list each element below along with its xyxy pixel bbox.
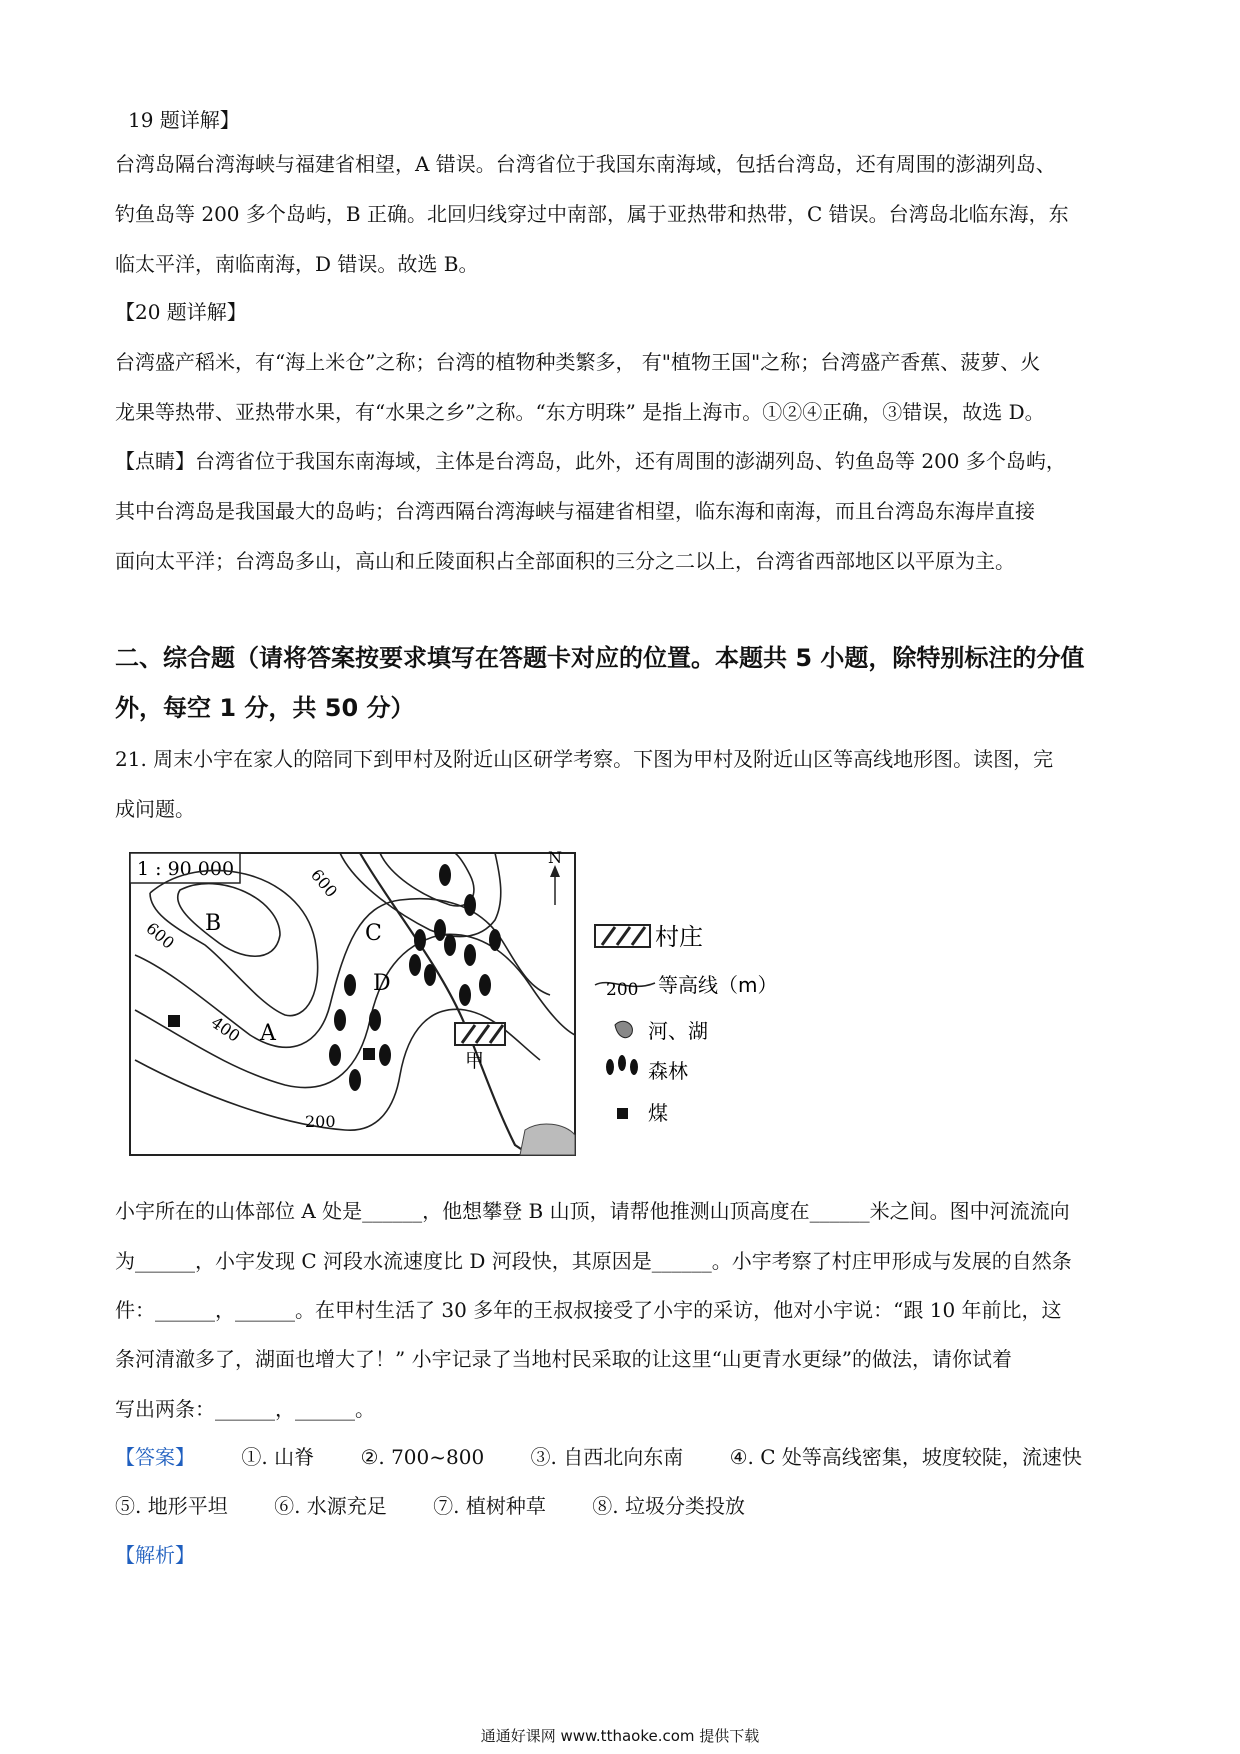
north-label: N [548,848,562,867]
scale-text: 1 : 90 000 [137,858,235,880]
contour-600-west [150,870,318,1015]
q20-title: 【20 题详解】 [115,300,247,324]
answers-row-1 [115,1443,1122,1471]
legend-coal-label: 煤 [648,1101,668,1125]
answer-2: ②. 700~800 [360,1445,485,1469]
label-b: B [205,911,222,936]
q21-question-line-3: 件：______，______。在甲村生活了 30 多年的王叔叔接受了小宇的采访，他对小宇说：“跟 10 年前比，这 [115,1298,1062,1322]
contour-b-inner [178,884,280,957]
contour-map-figure [110,845,800,1175]
map-frame [130,853,575,1155]
q21-question-line-2: 为______，小宇发现 C 河段水流速度比 D 河段快，其原因是______。小宇考察了村庄甲形成与发展的自然条 [115,1249,1072,1273]
q19-title: 19 题详解】 [128,108,240,132]
q20-comment-line-2: 其中台湾岛是我国最大的岛屿；台湾西隔台湾海峡与福建省相望，临东海和南海，而且台湾岛东海岸直接 [115,499,1035,523]
contour-mid [135,934,575,1087]
q21-question-line-1: 小宇所在的山体部位 A 处是______，他想攀登 B 山顶，请帮他推测山顶高度在______米之间。图中河流流向 [115,1199,1070,1223]
q20-comment-line-3: 面向太平洋；台湾岛多山，高山和丘陵面积占全部面积的三分之二以上，台湾省西部地区以平原为主。 [115,549,1015,573]
legend-forest-label: 森林 [648,1059,688,1083]
legend-forest-swatch [606,1055,638,1075]
coal-marker-west [168,1015,180,1027]
q19-line-2: 钓鱼岛等 200 多个岛屿，B 正确。北回归线穿过中南部，属于亚热带和热带，C 错误。台湾岛北临东海，东 [115,202,1069,226]
legend-river-label: 河、湖 [648,1019,708,1043]
q21-intro-line-2: 成问题。 [115,797,195,821]
contour-label-600-north: 600 [306,865,342,901]
answer-3: ③. 自西北向东南 [530,1445,684,1469]
answer-label: 【答案】 [115,1445,195,1469]
contour-label-400: 400 [207,1012,244,1046]
answer-1: ①. 山脊 [241,1445,315,1469]
q19-line-3: 临太平洋，南临南海，D 错误。故选 B。 [115,252,479,276]
comment-text: 台湾省位于我国东南海域，主体是台湾岛，此外，还有周围的澎湖列岛、钓鱼岛等 200 多个岛屿， [195,449,1066,473]
page-footer: 通通好课网 www.tthaoke.com 提供下载 [480,1727,760,1745]
answers-row-2 [115,1492,785,1520]
q21-intro-line-1: 21. 周末小宇在家人的陪同下到甲村及附近山区研学考察。下图为甲村及附近山区等高线地形图。读图，完 [115,747,1054,771]
lake [520,1124,575,1155]
answer-6: ⑥. 水源充足 [274,1494,387,1518]
river [360,853,530,1155]
section-heading-line-1: 二、综合题（请将答案按要求填写在答题卡对应的位置。本题共 5 小题，除特别标注的分值 [115,644,1085,672]
q21-question-line-4: 条河清澈多了，湖面也增大了！” 小宇记录了当地村民采取的让这里“山更青水更绿”的做法，请你试着 [115,1347,1013,1371]
section-heading-line-2: 外，每空 1 分，共 50 分） [115,694,415,722]
legend-contour-label: 等高线（m） [658,973,778,997]
q19-line-1: 台湾岛隔台湾海峡与福建省相望，A 错误。台湾省位于我国东南海域，包括台湾岛，还有周围的澎湖列岛、 [115,152,1056,176]
label-village: 甲 [465,1050,485,1072]
comment-label: 【点睛】 [115,449,195,473]
contour-map-svg [110,845,800,1175]
coal-marker-center [363,1048,375,1060]
contour-label-200: 200 [305,1112,336,1131]
label-a: A [260,1021,276,1046]
answer-8: ⑧. 垃圾分类投放 [592,1494,745,1518]
q21-question-line-5: 写出两条：______，______。 [115,1397,375,1421]
label-d: D [373,971,391,996]
contour-label-600-west: 600 [142,918,179,953]
contour-600-north [380,853,474,906]
legend-village-label: 村庄 [655,923,703,951]
legend-coal-swatch [617,1108,628,1119]
legend-river-swatch [615,1021,632,1037]
map-legend [595,923,777,1125]
label-c: C [365,921,382,946]
answer-7: ⑦. 植树种草 [433,1494,546,1518]
answer-4: ④. C 处等高线密集，坡度较陡，流速快 [729,1445,1082,1469]
q20-line-2: 龙果等热带、亚热带水果，有“水果之乡”之称。“东方明珠” 是指上海市。①②④正确，③错误，故选 D。 [115,400,1045,424]
q20-comment-line-1 [115,447,1066,475]
q20-line-1: 台湾盛产稻米，有“海上米仓”之称；台湾的植物种类繁多， 有"植物王国"之称；台湾盛产香蕉、菠萝、火 [115,350,1041,374]
answer-5: ⑤. 地形平坦 [115,1494,228,1518]
analysis-label: 【解析】 [115,1543,195,1567]
legend-contour-value: 200 [606,980,639,1000]
